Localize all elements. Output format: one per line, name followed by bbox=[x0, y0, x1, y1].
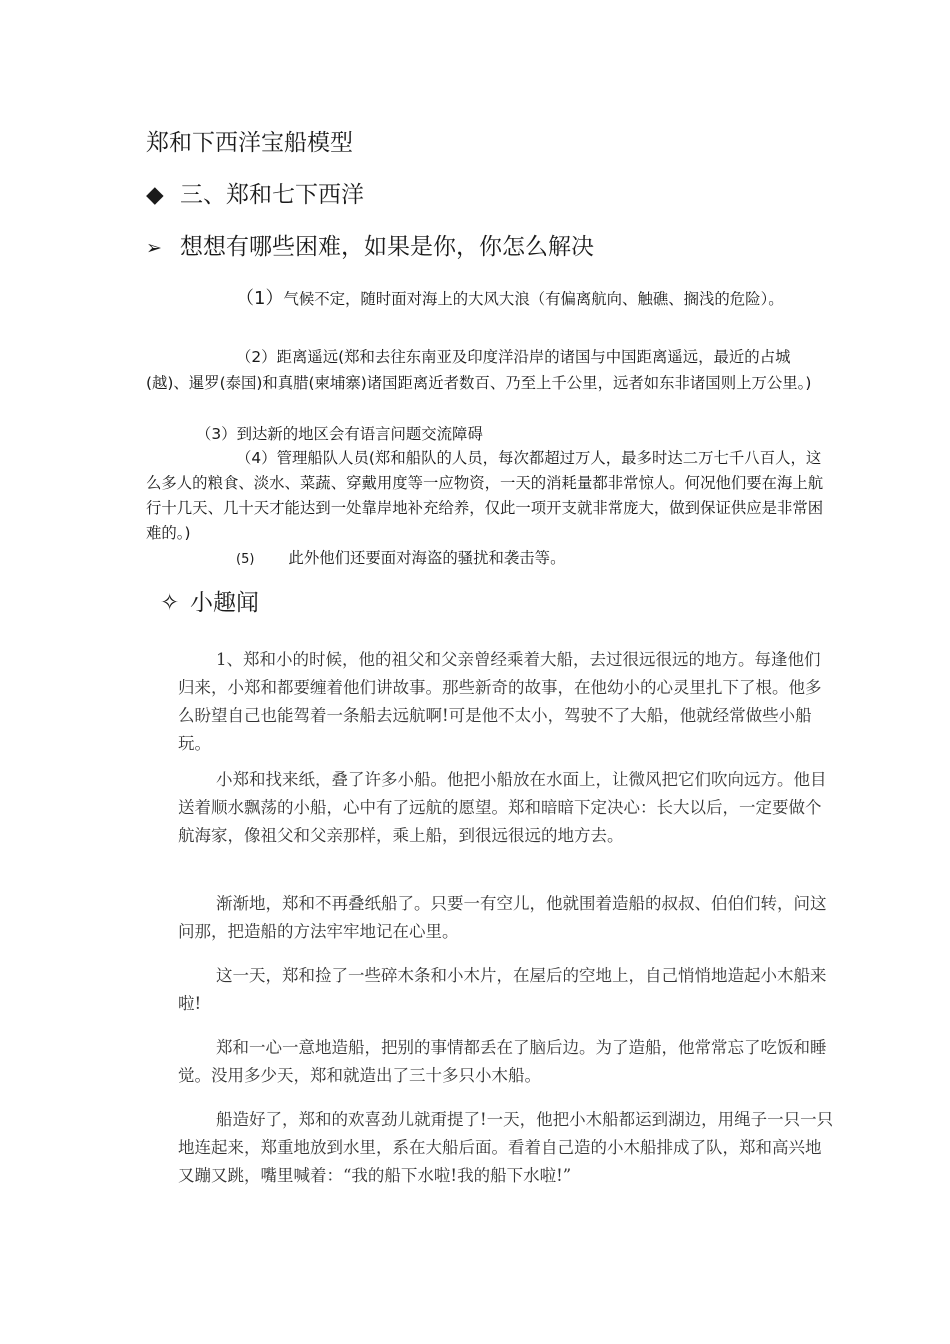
difficulty-item-2 bbox=[146, 344, 832, 396]
difficulty-number: （3） bbox=[196, 425, 237, 443]
page-title: 郑和下西洋宝船模型 bbox=[146, 130, 353, 156]
difficulty-number: （4） bbox=[236, 449, 277, 467]
difficulty-number: （1） bbox=[236, 288, 284, 309]
trivia-paragraph-6: 船造好了，郑和的欢喜劲儿就甭提了!一天，他把小木船都运到湖边，用绳子一只一只地连起来，郑重地放到水里，系在大船后面。看着自己造的小木船排成了队，郑和高兴地又蹦又跳，嘴里喊着：“我的船下水啦!我的船下水啦!” bbox=[178, 1110, 834, 1185]
difficulty-text: 气候不定，随时面对海上的大风大浪（有偏离航向、触礁、搁浅的危险）。 bbox=[283, 290, 784, 308]
difficulty-text: 管理船队人员(郑和船队的人员，每次都超过万人，最多时达二万七千八百人，这么多人的粮食、淡水、菜蔬、穿戴用度等一应物资，一天的消耗量都非常惊人。何况他们要在海上航行十几天、几十天才能达到一处靠岸地补充给养，仅此一项开支就非常庞大，做到保证供应是非常困难的。) bbox=[146, 449, 824, 542]
difficulty-item-4 bbox=[146, 446, 832, 546]
trivia-heading bbox=[160, 584, 259, 617]
trivia-paragraph-4: 这一天，郑和捡了一些碎木条和小木片，在屋后的空地上，自己悄悄地造起小木船来啦! bbox=[178, 966, 827, 1013]
difficulty-item-3 bbox=[196, 420, 836, 448]
difficulty-text: 距离遥远(郑和去往东南亚及印度洋沿岸的诸国与中国距离遥远，最近的占城(越)、暹罗(泰国)和真腊(柬埔寨)诸国距离近者数百、乃至上千公里，远者如东非诸国则上万公里。) bbox=[146, 348, 812, 392]
difficulty-text: 此外他们还要面对海盗的骚扰和袭击等。 bbox=[288, 549, 566, 567]
difficulty-item-1 bbox=[146, 282, 832, 316]
question-heading-text: 想想有哪些困难，如果是你，你怎么解决 bbox=[180, 234, 594, 260]
trivia-heading-text: 小趣闻 bbox=[190, 590, 259, 616]
trivia-paragraph-2: 小郑和找来纸，叠了许多小船。他把小船放在水面上，让微风把它们吹向远方。他目送着顺水飘荡的小船，心中有了远航的愿望。郑和暗暗下定决心：长大以后，一定要做个航海家，像祖父和父亲那样，乘上船，到很远很远的地方去。 bbox=[178, 770, 827, 845]
trivia-paragraph-3: 渐渐地，郑和不再叠纸船了。只要一有空儿，他就围着造船的叔叔、伯伯们转，问这问那，把造船的方法牢牢地记在心里。 bbox=[178, 894, 827, 941]
question-heading bbox=[146, 228, 594, 261]
difficulty-number: （2） bbox=[236, 348, 277, 366]
difficulty-text: 到达新的地区会有语言问题交流障碍 bbox=[236, 425, 483, 443]
sparkle-bullet-icon: ✧ bbox=[160, 590, 180, 616]
diamond-bullet-icon: ◆ bbox=[146, 182, 164, 208]
trivia-paragraph-5: 郑和一心一意地造船，把别的事情都丢在了脑后边。为了造船，他常常忘了吃饭和睡觉。没用多少天，郑和就造出了三十多只小木船。 bbox=[178, 1038, 827, 1085]
trivia-paragraph-1: 1、郑和小的时候，他的祖父和父亲曾经乘着大船，去过很远很远的地方。每逢他们归来，小郑和都要缠着他们讲故事。那些新奇的故事，在他幼小的心灵里扎下了根。他多么盼望自己也能驾着一条船去远航啊!可是他不太小，驾驶不了大船，他就经常做些小船玩。 bbox=[178, 650, 822, 753]
difficulty-item-5 bbox=[236, 544, 565, 574]
arrow-bullet-icon: ➢ bbox=[146, 237, 162, 259]
section-heading-text: 三、郑和七下西洋 bbox=[180, 182, 364, 208]
section-heading-zhenghe-voyages bbox=[146, 176, 364, 209]
difficulty-number: (5) bbox=[236, 552, 255, 567]
